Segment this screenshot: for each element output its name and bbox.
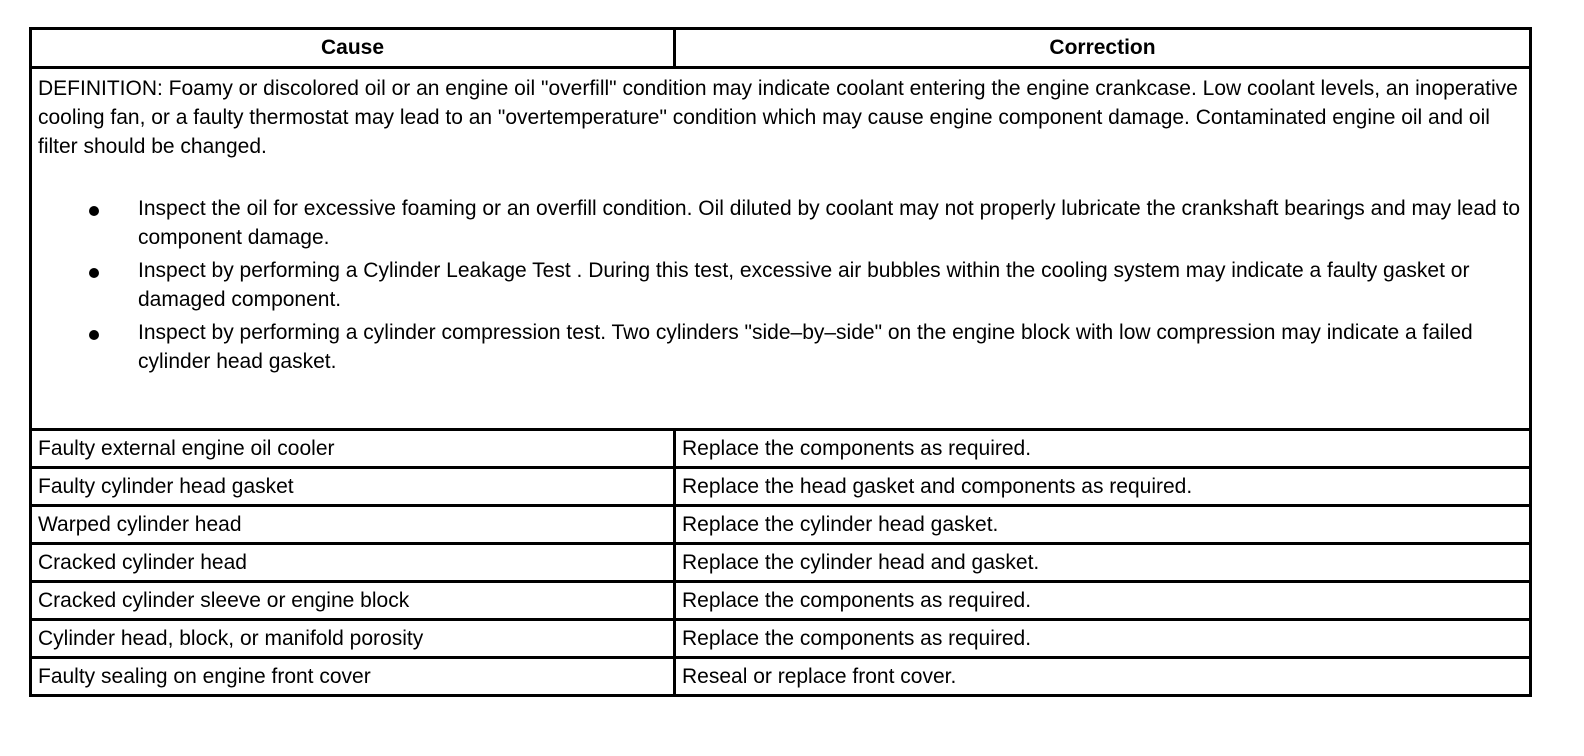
header-correction: Correction [675,29,1531,68]
correction-cell: Reseal or replace front cover. [675,658,1531,696]
cause-cell: Faulty cylinder head gasket [31,468,675,506]
correction-cell: Replace the components as required. [675,430,1531,468]
header-cause: Cause [31,29,675,68]
list-item [138,194,1523,252]
list-item [138,318,1523,376]
list-item-text: Inspect by performing a Cylinder Leakage Test . During this test, excessive air bubbles within the cooling system may indicate a faulty gasket or damaged component. [138,259,1470,311]
table-row [31,430,1531,468]
cause-cell: Cylinder head, block, or manifold porosity [31,620,675,658]
cause-cell: Cracked cylinder sleeve or engine block [31,582,675,620]
cause-cell: Faulty sealing on engine front cover [31,658,675,696]
definition-row [31,68,1531,430]
cause-cell: Cracked cylinder head [31,544,675,582]
definition-cell [31,68,1531,430]
definition-text: DEFINITION: Foamy or discolored oil or an engine oil "overfill" condition may indicate coolant entering the engine crankcase. Low coolant levels, an inoperative cooling fan, or a faulty thermostat may lead to an "overtemperature" condition which may cause engine component damage. Contaminated engine oil and oil filter should be changed. [38,77,1518,158]
bullet-icon [89,268,99,278]
list-item-text: Inspect by performing a cylinder compression test. Two cylinders "side–by–side" on the engine block with low compression may indicate a failed cylinder head gasket. [138,321,1473,373]
table-row [31,544,1531,582]
diagnostic-table-container [29,27,1529,697]
cause-cell: Warped cylinder head [31,506,675,544]
table-row [31,658,1531,696]
table-row [31,468,1531,506]
table-row [31,506,1531,544]
correction-cell: Replace the components as required. [675,582,1531,620]
list-item-text: Inspect the oil for excessive foaming or an overfill condition. Oil diluted by coolant may not properly lubricate the crankshaft bearings and may lead to component damage. [138,197,1521,249]
correction-cell: Replace the cylinder head and gasket. [675,544,1531,582]
table-header-row [31,29,1531,68]
cause-cell: Faulty external engine oil cooler [31,430,675,468]
bullet-icon [89,206,99,216]
inspection-steps-list [38,194,1523,376]
list-item [138,256,1523,314]
correction-cell: Replace the head gasket and components as required. [675,468,1531,506]
diagnostic-table [29,27,1532,697]
bullet-icon [89,330,99,340]
table-row [31,620,1531,658]
correction-cell: Replace the components as required. [675,620,1531,658]
correction-cell: Replace the cylinder head gasket. [675,506,1531,544]
table-row [31,582,1531,620]
